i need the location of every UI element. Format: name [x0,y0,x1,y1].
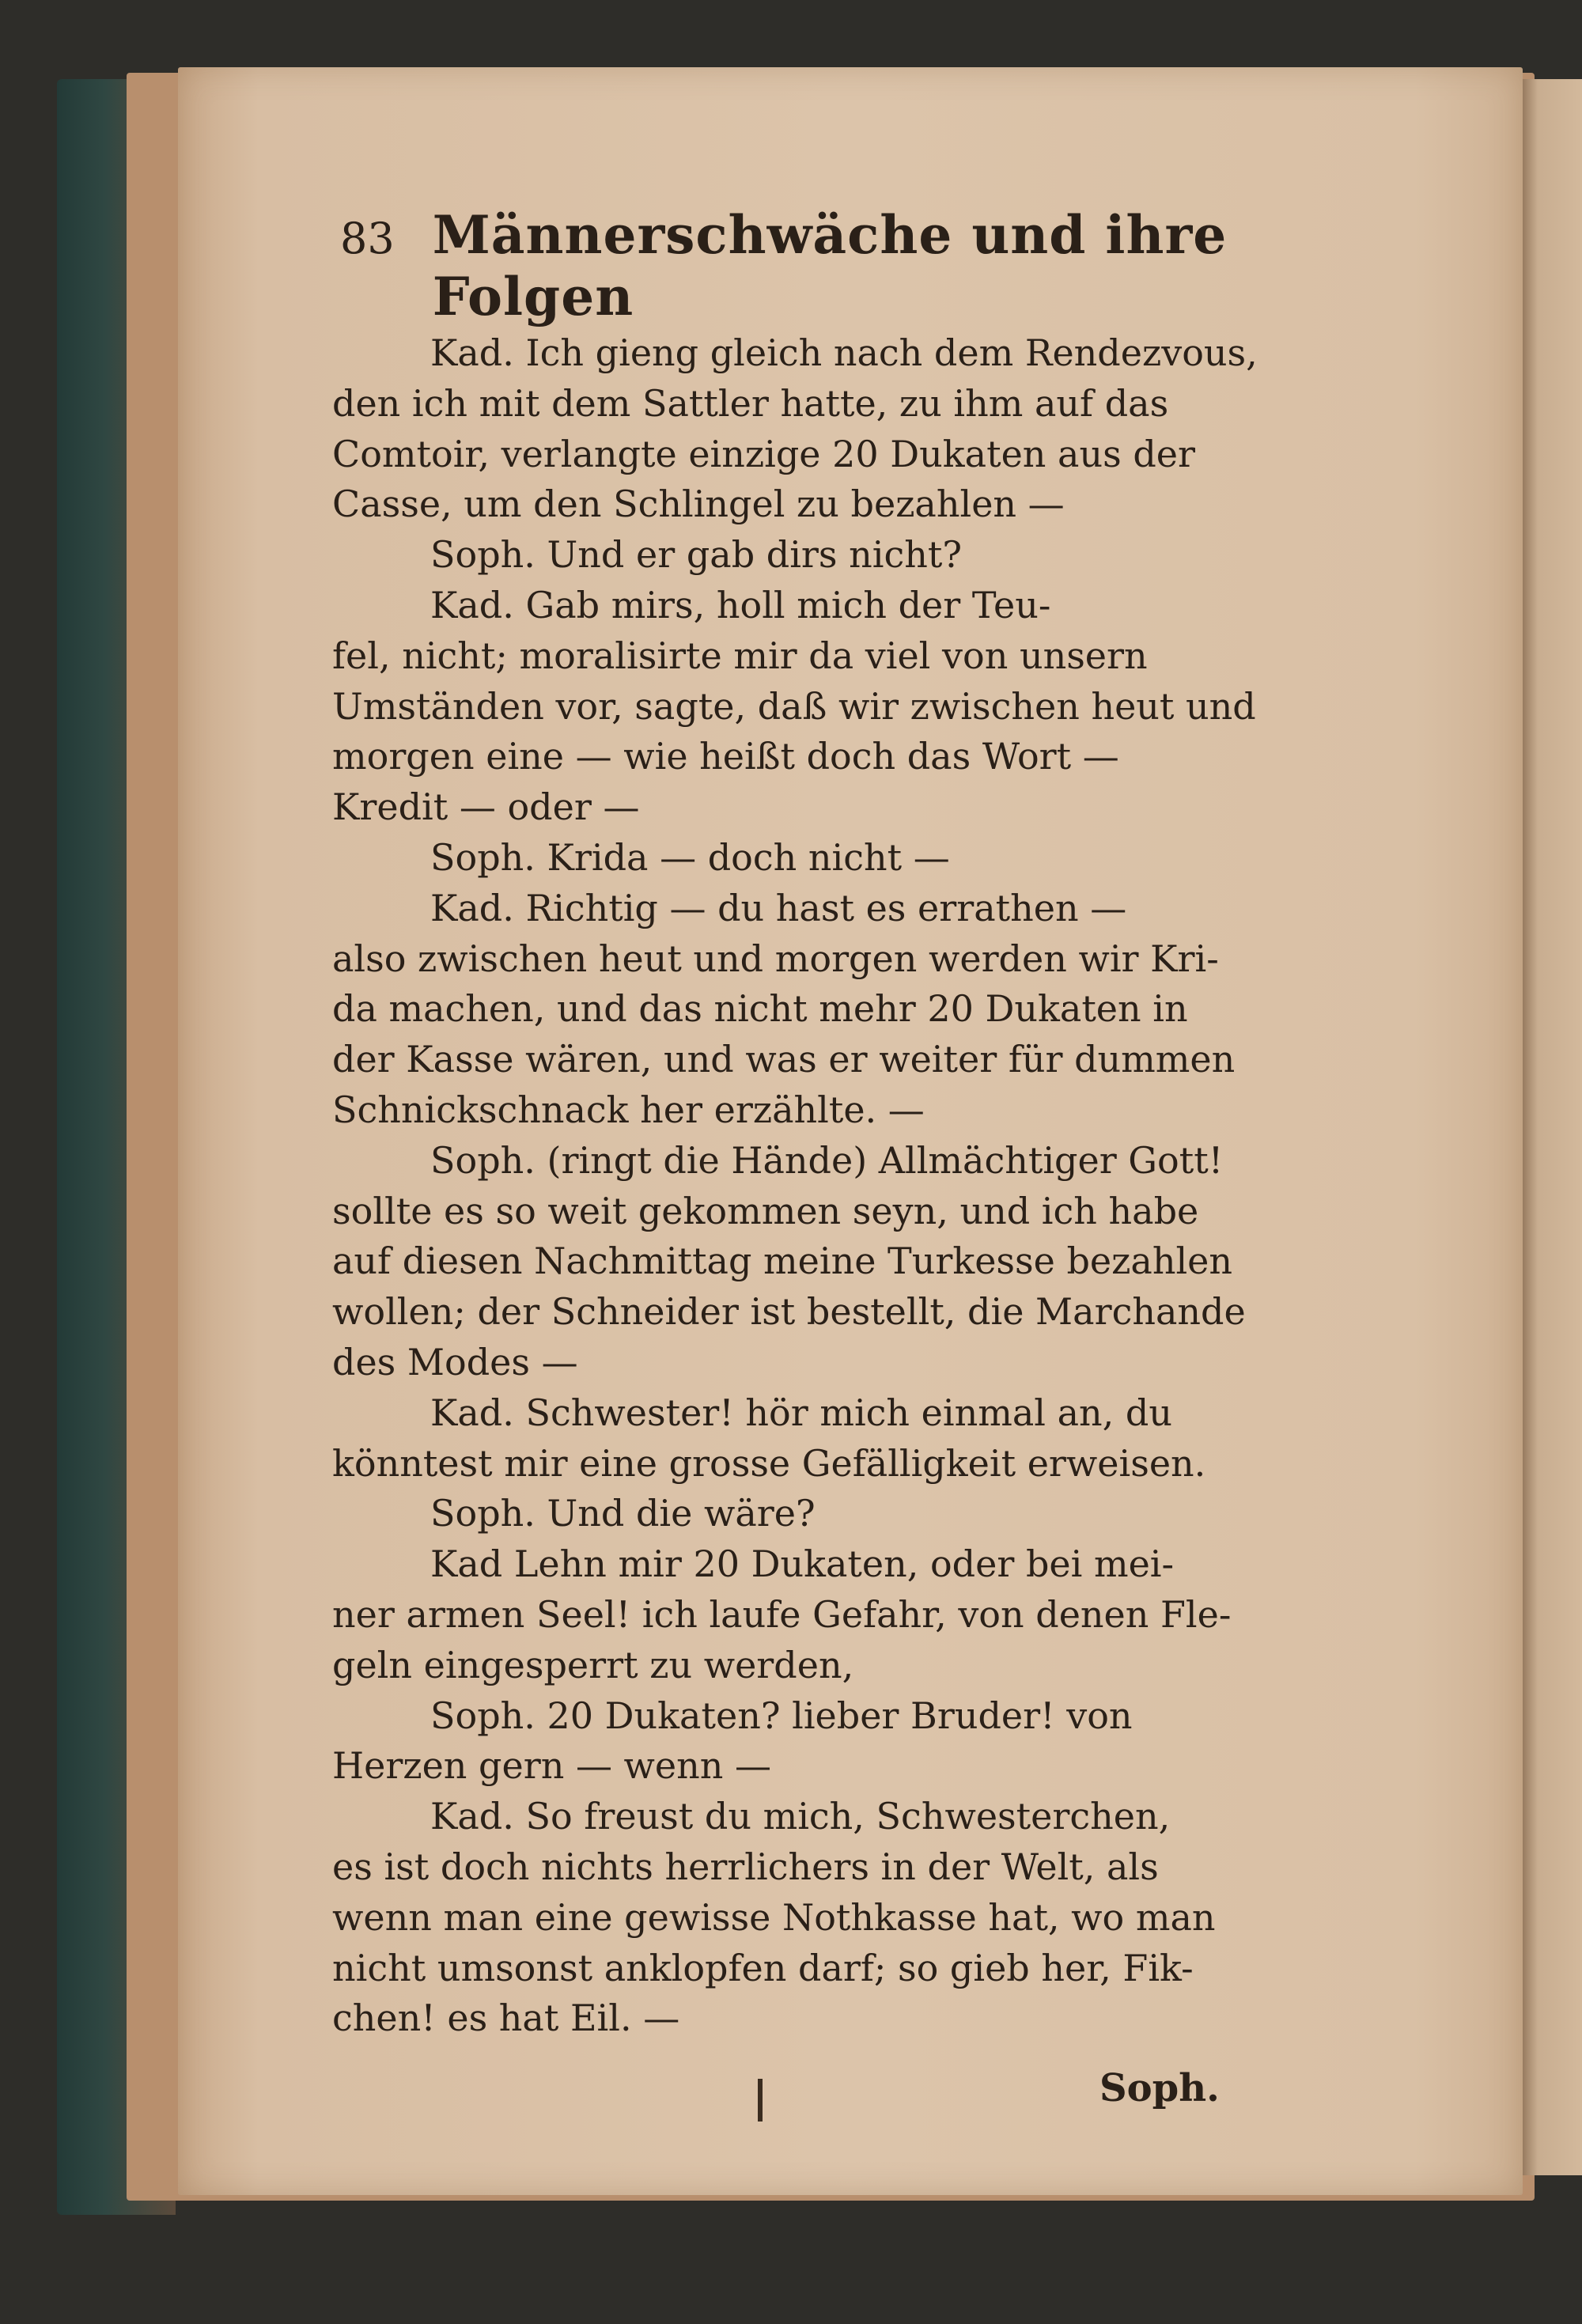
text-line: Casse, um den Schlingel zu bezahlen — [332,483,1065,526]
text-line: Kad. Schwester! hör mich einmal an, du [430,1391,1172,1434]
text-line: Soph. (ringt die Hände) Allmächtiger Gott! [430,1138,1224,1182]
text-line: Kredit — oder — [332,785,640,829]
printer-mark [758,2079,763,2122]
text-line: wollen; der Schneider ist bestellt, die Marchande [332,1290,1246,1334]
text-line: nicht umsonst anklopfen darf; so gieb her, Fik- [332,1946,1194,1989]
body-text [332,328,1297,2044]
text-line: also zwischen heut und morgen werden wir Kri- [332,937,1219,980]
running-header [340,204,1321,327]
text-line: den ich mit dem Sattler hatte, zu ihm auf das [332,381,1169,425]
text-line: Comtoir, verlangte einzige 20 Dukaten aus der [332,432,1195,475]
text-line: Soph. Krida — doch nicht — [430,835,950,879]
text-line: chen! es hat Eil. — [332,1997,680,2040]
text-line: da machen, und das nicht mehr 20 Dukaten in [332,987,1188,1031]
facing-page-edge [1519,79,1582,2175]
text-line: Soph. 20 Dukaten? lieber Bruder! von [430,1694,1133,1737]
text-line: des Modes — [332,1340,578,1383]
text-line: sollte es so weit gekommen seyn, und ich habe [332,1189,1199,1232]
running-title: Männerschwäche und ihre Folgen [432,204,1228,327]
text-line: der Kasse wären, und was er weiter für dummen [332,1038,1236,1081]
text-line: Kad. Richtig — du hast es errathen — [430,886,1127,929]
text-line: fel, nicht; moralisirte mir da viel von unsern [332,634,1148,677]
text-line: Herzen gern — wenn — [332,1744,772,1788]
text-line: Umständen vor, sagte, daß wir zwischen heut und [332,684,1256,728]
text-line: Kad. So freust du mich, Schwesterchen, [430,1795,1171,1838]
text-line: es ist doch nichts herrlichers in der Welt, als [332,1845,1159,1888]
text-line: ner armen Seel! ich laufe Gefahr, von denen Fle- [332,1592,1232,1636]
text-line: Kad. Ich gieng gleich nach dem Rendezvous, [430,331,1258,374]
text-line: auf diesen Nachmittag meine Turkesse bezahlen [332,1240,1233,1283]
text-line: morgen eine — wie heißt doch das Wort — [332,735,1119,778]
catchword: Soph. [1099,2066,1220,2110]
page-number: 83 [340,214,395,263]
text-line: Kad. Gab mirs, holl mich der Teu- [430,583,1051,626]
text-line: könntest mir eine grosse Gefälligkeit erweisen. [332,1441,1206,1485]
text-line: Soph. Und er gab dirs nicht? [430,533,963,577]
text-line: wenn man eine gewisse Nothkasse hat, wo man [332,1895,1216,1939]
text-line: Schnickschnack her erzählte. — [332,1088,925,1131]
text-line: geln eingesperrt zu werden, [332,1643,854,1686]
text-line: Kad Lehn mir 20 Dukaten, oder bei mei- [430,1542,1175,1586]
text-line: Soph. Und die wäre? [430,1492,816,1535]
